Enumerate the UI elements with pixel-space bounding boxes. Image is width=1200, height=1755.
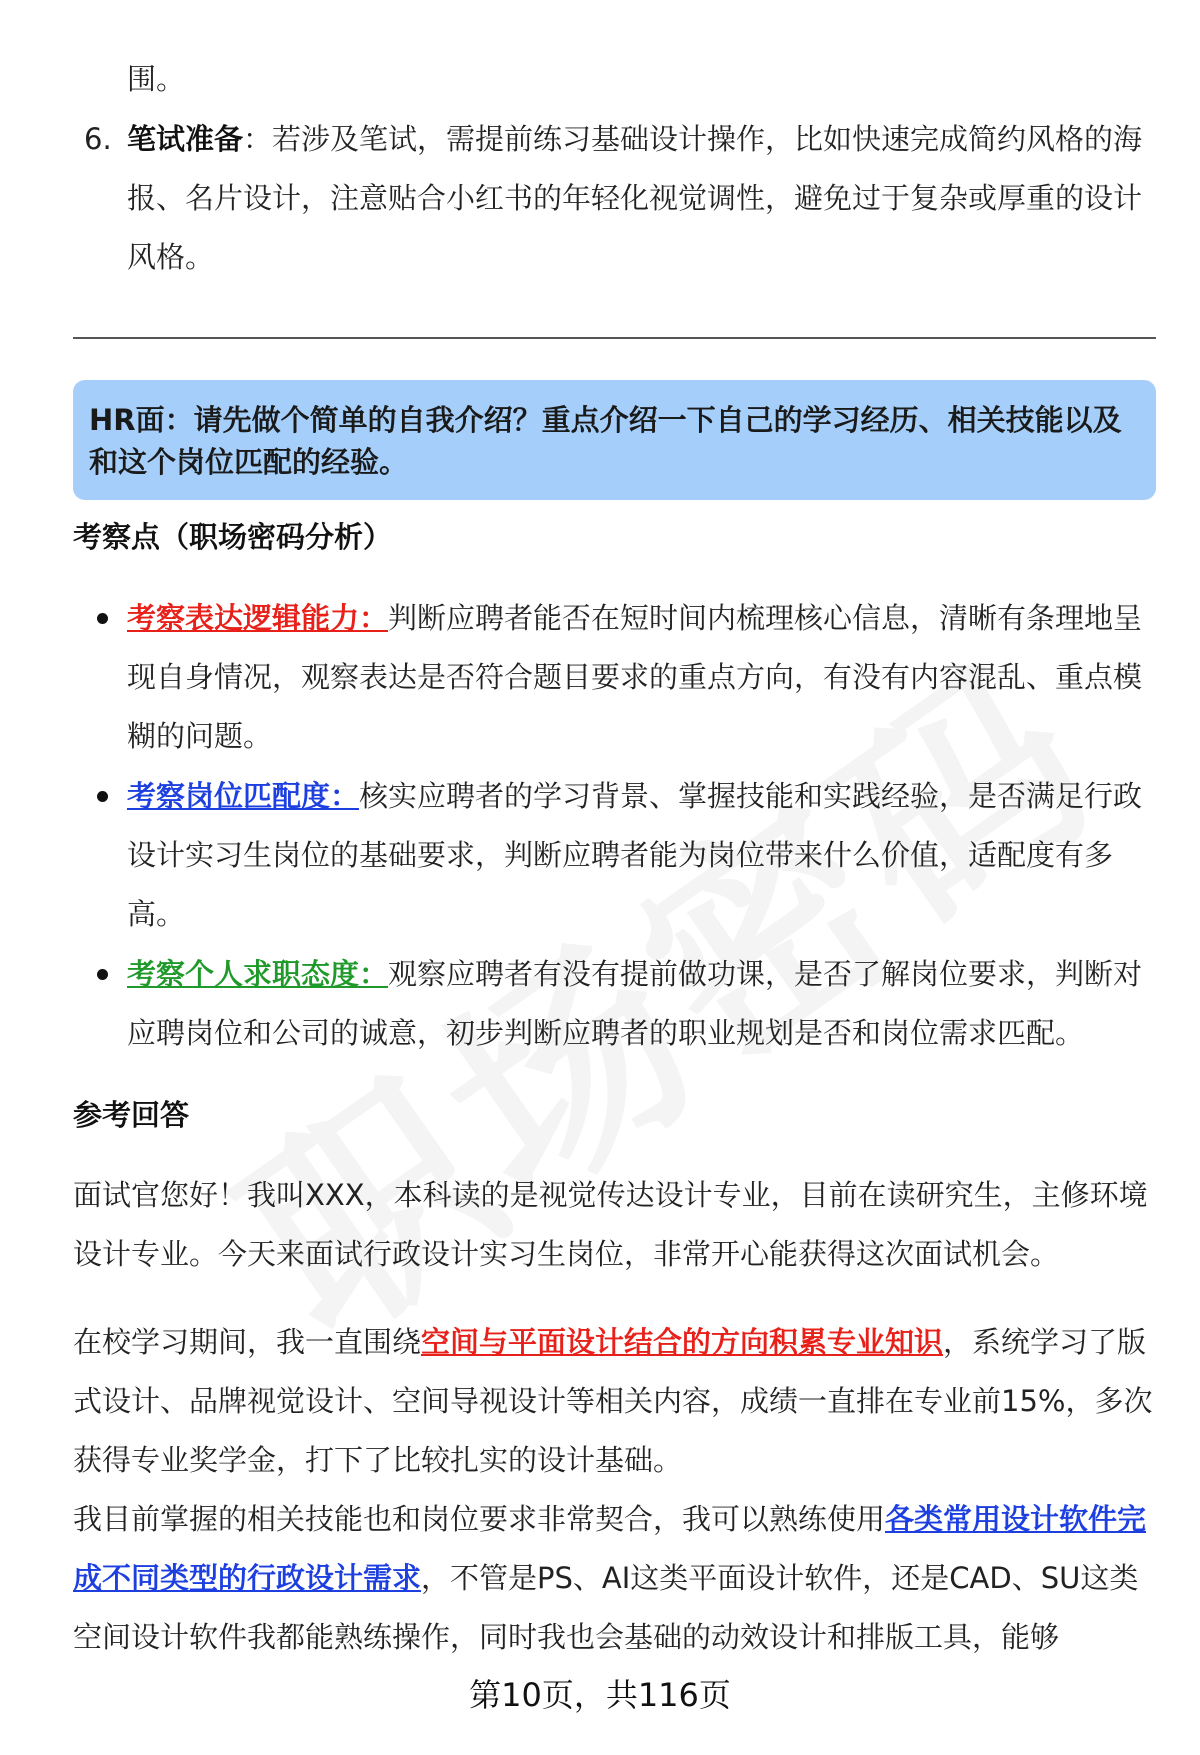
reference-answer-heading: 参考回答 [73,1098,190,1132]
list-item-label: 笔试准备 [127,122,244,156]
paragraph-text: ，不管是PS、AI这类平面设计软件，还是CAD、SU这类空间设计软件我都能熟练操作，同时我也会基础的动效设计和排版工具，能够 [73,1561,1139,1654]
list-item-text: ：若涉及笔试，需提前练习基础设计操作，比如快速完成简约风格的海报、名片设计，注意贴合小红书的年轻化视觉调性，避免过于复杂或厚重的设计风格。 [127,122,1143,274]
bullet-text: 判断应聘者能否在短时间内梳理核心信息，清晰有条理地呈现自身情况，观察表达是否符合题目要求的重点方向，有没有内容混乱、重点模糊的问题。 [127,601,1143,753]
list-item [127,767,1147,944]
bullet-label-match: 考察岗位匹配度： [127,779,360,813]
exam-points-heading: 考察点（职场密码分析） [73,520,393,554]
bullet-dot [97,613,108,624]
bullet-dot [97,969,108,980]
hr-question: HR面：请先做个简单的自我介绍？重点介绍一下自己的学习经历、相关技能以及和这个岗位匹配的经验。 [89,403,1122,479]
bullet-label-logic: 考察表达逻辑能力： [127,601,389,635]
answer-paragraph [73,1490,1156,1667]
page-number: 第10页，共116页 [469,1676,731,1714]
list-number: 6. [84,122,112,156]
bullet-label-attitude: 考察个人求职态度： [127,957,389,991]
paragraph-text: 我目前掌握的相关技能也和岗位要求非常契合，我可以熟练使用 [73,1502,886,1536]
highlight-text: 各类常用设计软件完成不同类型的行政设计需求 [73,1502,1147,1595]
answer-paragraph: 面试官您好！我叫XXX，本科读的是视觉传达设计专业，目前在读研究生，主修环境设计专业。今天来面试行政设计实习生岗位，非常开心能获得这次面试机会。 [73,1178,1148,1271]
continuation-text: 围。 [127,62,186,96]
bullet-text: 观察应聘者有没有提前做功课，是否了解岗位要求，判断对应聘岗位和公司的诚意，初步判断应聘者的职业规划是否和岗位需求匹配。 [127,957,1143,1050]
paragraph-text: ，系统学习了版式设计、品牌视觉设计、空间导视设计等相关内容，成绩一直排在专业前15%，多次获得专业奖学金，打下了比较扎实的设计基础。 [73,1325,1153,1477]
bullet-text: 核实应聘者的学习背景、掌握技能和实践经验，是否满足行政设计实习生岗位的基础要求，判断应聘者能为岗位带来什么价值，适配度有多高。 [127,779,1143,931]
paragraph-text: 在校学习期间，我一直围绕 [73,1325,422,1359]
section-divider [73,337,1156,339]
question-box [73,380,1156,500]
list-item [127,945,1147,1063]
answer-paragraph [73,1313,1156,1490]
list-item [127,589,1147,766]
highlight-text: 空间与平面设计结合的方向积累专业知识 [421,1325,944,1359]
list-item-written-test [127,110,1147,287]
bullet-dot [97,791,108,802]
